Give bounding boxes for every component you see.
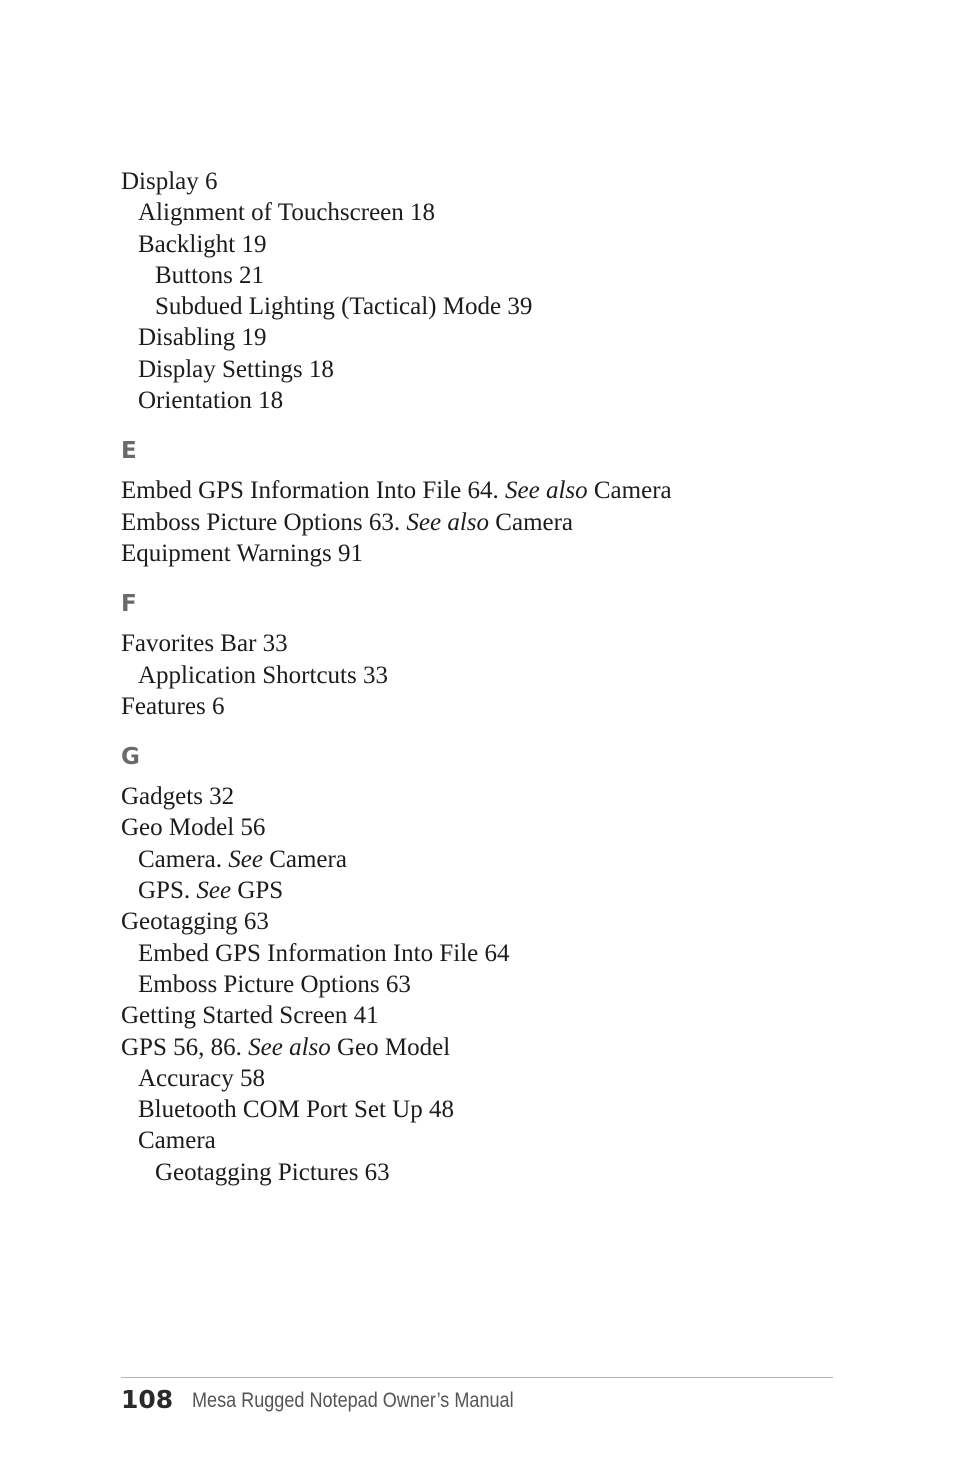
section-letter-f: F: [121, 591, 137, 618]
index-entry-alignment: Alignment of Touchscreen 18: [138, 199, 436, 227]
see-also-label: See also: [505, 477, 588, 505]
entry-separator: .: [235, 1033, 249, 1061]
index-entry-bluetooth: Bluetooth COM Port Set Up 48: [138, 1096, 454, 1124]
entry-text: Emboss Picture Options 63: [121, 508, 394, 536]
running-footer-title: Mesa Rugged Notepad Owner’s Manual: [192, 1389, 514, 1412]
index-entry-geotagging-pictures: Geotagging Pictures 63: [155, 1158, 390, 1186]
cross-reference: GPS: [231, 877, 284, 905]
page-number: 108: [121, 1385, 174, 1414]
entry-text: Embed GPS Information Into File 64: [121, 477, 493, 505]
index-entry-geotagging-emboss: Emboss Picture Options 63: [138, 970, 411, 998]
index-entry-gps-camera: Camera: [138, 1127, 216, 1155]
entry-text: GPS 56, 86: [121, 1033, 236, 1061]
entry-separator: .: [183, 877, 197, 905]
cross-reference: Camera: [262, 845, 347, 873]
index-entry-display-settings: Display Settings 18: [138, 355, 334, 383]
index-entry-backlight: Backlight 19: [138, 230, 267, 258]
index-entry-equipment-warnings: Equipment Warnings 91: [121, 539, 363, 567]
index-entry-geo-gps: [121, 875, 841, 906]
see-label: See: [196, 877, 232, 905]
entry-text: GPS: [138, 877, 184, 905]
cross-reference: Camera: [489, 508, 574, 536]
see-also-label: See also: [248, 1033, 331, 1061]
see-also-label: See also: [406, 508, 490, 536]
footer-divider: [121, 1377, 833, 1378]
see-label: See: [228, 845, 263, 873]
index-entry-accuracy: Accuracy 58: [138, 1064, 266, 1092]
index-entry-emboss: [121, 507, 841, 538]
index-list: [121, 166, 841, 1188]
index-entry-display: Display 6: [121, 168, 218, 195]
index-entry-orientation: Orientation 18: [138, 387, 284, 415]
index-entry-geo-model: Geo Model 56: [121, 814, 266, 842]
index-entry-geotagging: Geotagging 63: [121, 908, 269, 936]
section-letter-g: G: [121, 744, 140, 771]
index-entry-geotagging-embed: Embed GPS Information Into File 64: [138, 939, 510, 967]
entry-text: Camera: [138, 845, 216, 873]
entry-separator: .: [393, 508, 407, 536]
index-entry-application-shortcuts: Application Shortcuts 33: [138, 661, 388, 689]
entry-separator: .: [492, 477, 505, 505]
index-entry-geo-camera: [121, 844, 841, 875]
index-entry-buttons: Buttons 21: [155, 261, 265, 289]
index-entry-getting-started: Getting Started Screen 41: [121, 1002, 379, 1030]
index-entry-embed-gps: [121, 475, 841, 506]
index-entry-gadgets: Gadgets 32: [121, 783, 235, 811]
index-entry-favorites-bar: Favorites Bar 33: [121, 630, 288, 658]
entry-separator: .: [215, 845, 229, 873]
cross-reference: Camera: [587, 477, 672, 505]
index-entry-disabling: Disabling 19: [138, 324, 267, 352]
cross-reference: Geo Model: [330, 1033, 451, 1061]
section-letter-e: E: [121, 438, 137, 465]
index-entry-subdued-lighting: Subdued Lighting (Tactical) Mode 39: [155, 293, 533, 321]
index-entry-gps: [121, 1032, 841, 1063]
index-entry-features: Features 6: [121, 692, 225, 720]
